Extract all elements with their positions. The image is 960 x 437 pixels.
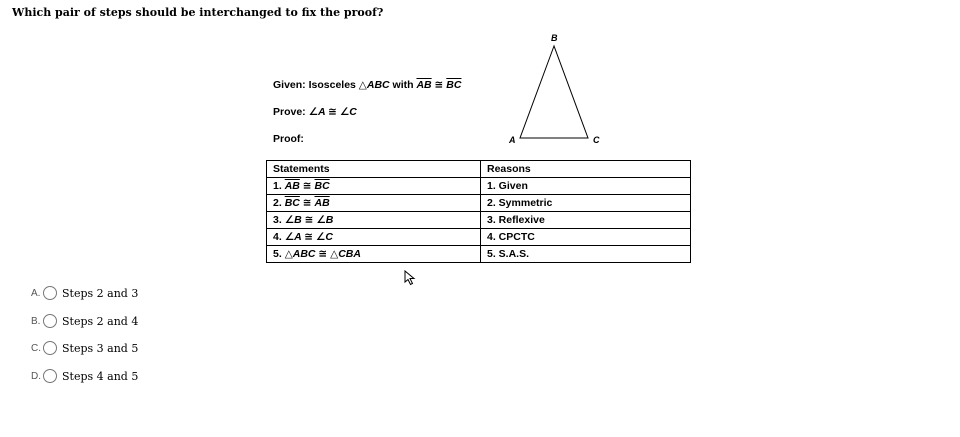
- statement-cell: [267, 212, 481, 229]
- choice-label: Steps 4 and 5: [62, 369, 139, 383]
- choice-letter: C.: [31, 343, 41, 354]
- statement-cell: [267, 229, 481, 246]
- step-number: 5.: [273, 248, 285, 260]
- answer-choices: [31, 286, 138, 396]
- choice-label: Steps 2 and 3: [62, 287, 139, 300]
- table-row: [267, 212, 691, 229]
- triangle-shape: [520, 46, 588, 138]
- radio-button[interactable]: [43, 341, 57, 355]
- table-header-row: [267, 161, 691, 178]
- reason-cell: 2. Symmetric: [481, 195, 691, 212]
- given-segment-bc: $\overline{BC}$: [446, 79, 462, 91]
- proof-table: [266, 160, 691, 263]
- choice-letter: B.: [31, 315, 41, 327]
- triangle-diagram: [500, 30, 610, 148]
- given-line: [273, 79, 461, 91]
- question-text: Which pair of steps should be interchanged to fix the proof?: [12, 6, 384, 19]
- statement-cell: [267, 246, 481, 263]
- prove-prefix: Prove:: [273, 106, 309, 118]
- choice-a[interactable]: [31, 286, 138, 314]
- vertex-label-c: C: [593, 135, 600, 145]
- vertex-label-a: A: [509, 135, 516, 145]
- choice-label: Steps 3 and 5: [62, 342, 139, 355]
- choice-b[interactable]: [31, 314, 138, 342]
- reason-cell: 1. Given: [481, 178, 691, 195]
- given-triangle: △ABC: [358, 79, 390, 91]
- proof-label: Proof:: [273, 133, 304, 145]
- reason-cell: 5. S.A.S.: [481, 246, 691, 263]
- choice-label: Steps 2 and 4: [62, 314, 139, 328]
- statement-cell: [267, 178, 481, 195]
- radio-button[interactable]: [43, 314, 57, 328]
- prove-line: [273, 106, 357, 118]
- given-segment-ab: $\overline{AB}$: [416, 79, 432, 91]
- reason-cell: 4. CPCTC: [481, 229, 691, 246]
- step-number: 3.: [273, 214, 285, 226]
- radio-button[interactable]: [43, 286, 57, 300]
- choice-d[interactable]: [31, 369, 138, 397]
- table-row: [267, 229, 691, 246]
- choice-letter: A.: [31, 288, 41, 299]
- choice-letter: D.: [31, 370, 41, 382]
- header-reasons: Reasons: [481, 161, 691, 178]
- table-row: [267, 178, 691, 195]
- statement-cell: [267, 195, 481, 212]
- vertex-label-b: B: [551, 33, 558, 43]
- given-prefix: Given: Isosceles: [273, 79, 359, 91]
- statement-text: ∠A ≅ ∠C: [284, 231, 333, 243]
- radio-button[interactable]: [43, 369, 57, 383]
- table-row: [267, 246, 691, 263]
- segment: $\overline{BC}$: [284, 197, 300, 209]
- step-number: 2.: [273, 197, 285, 209]
- reason-cell: 3. Reflexive: [481, 212, 691, 229]
- mouse-cursor-icon: [404, 270, 416, 286]
- congruent-symbol: ≅: [299, 180, 315, 192]
- given-with: with: [389, 79, 417, 91]
- step-number: 4.: [273, 231, 285, 243]
- given-congruent: ≅: [431, 79, 447, 91]
- choice-c[interactable]: [31, 341, 138, 369]
- header-statements: Statements: [267, 161, 481, 178]
- segment: $\overline{AB}$: [314, 197, 330, 209]
- prove-statement: ∠A ≅ ∠C: [308, 106, 357, 118]
- segment: $\overline{AB}$: [284, 180, 300, 192]
- statement-text: ∠B ≅ ∠B: [284, 214, 334, 226]
- segment: $\overline{BC}$: [314, 180, 330, 192]
- table-row: [267, 195, 691, 212]
- step-number: 1.: [273, 180, 285, 192]
- congruent-symbol: ≅: [299, 197, 315, 209]
- statement-text: △ABC ≅ △CBA: [284, 248, 361, 260]
